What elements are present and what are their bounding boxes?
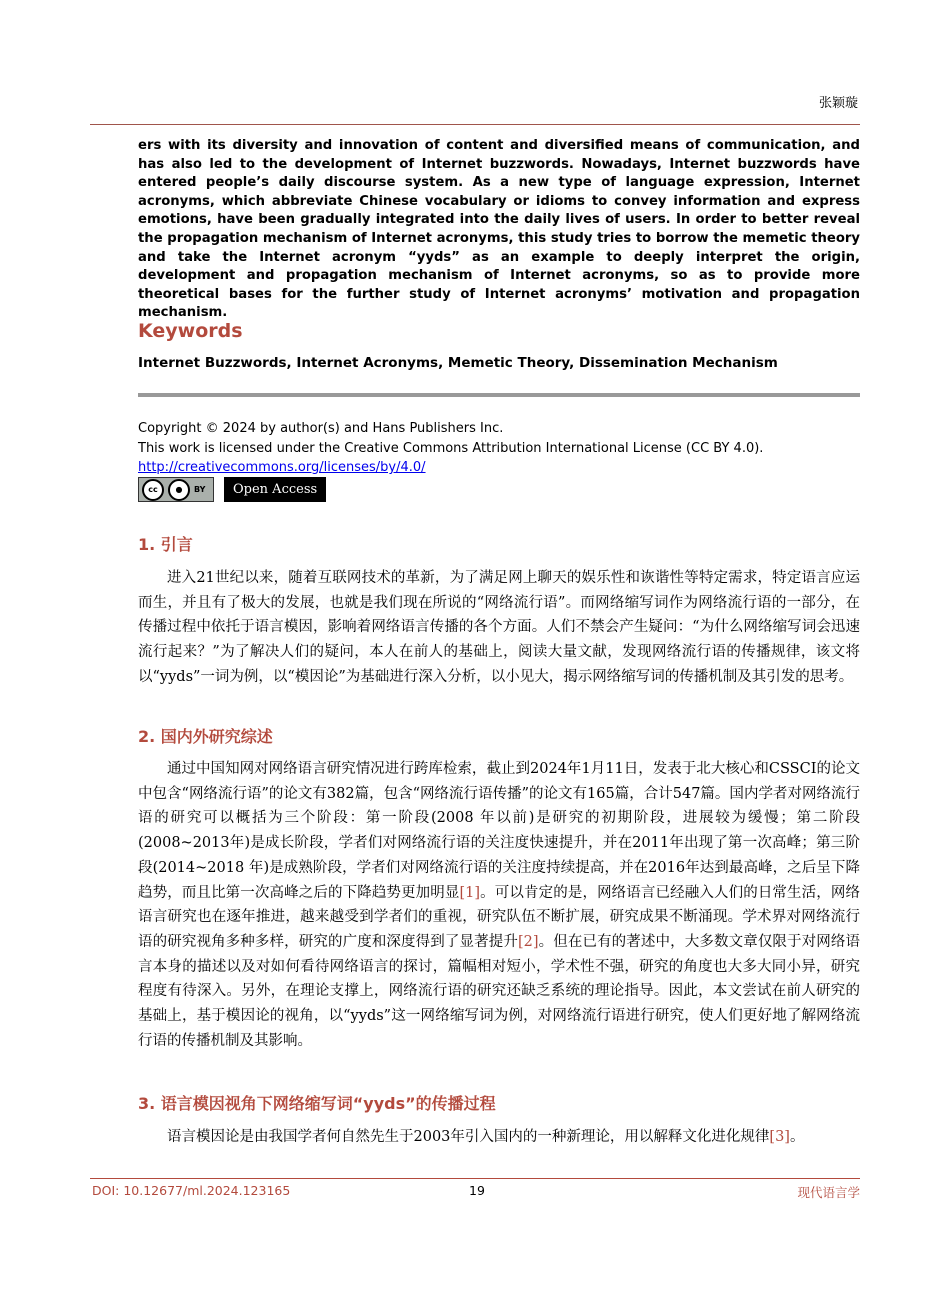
copyright-block	[138, 419, 763, 478]
review-text-a: 通过中国知网对网络语言研究情况进行跨库检索，截止到2024年1月11日，发表于北大核心和CSSCI的论文中包含“网络流行语”的论文有382篇，包含“网络流行语传播”的论文有165篇，合计547篇。国内学者对网络流行语的研究可以概括为三个阶段：第一阶段(2008 年以前)是研究的初期阶段，进展较为缓慢；第二阶段(2008~2013年)是成长阶段，学者们对网络流行语的关注度快速提升，并在2011年出现了第一次高峰；第三阶段(2014~2018 年)是成熟阶段，学者们对网络流行语的关注度持续提高，并在2016年达到最高峰，之后呈下降趋势，而且比第一次高峰之后的下降趋势更加明显	[138, 761, 860, 901]
review-paragraph	[138, 757, 860, 1053]
propagation-text-a: 语言模因论是由我国学者何自然先生于2003年引入国内的一种新理论，用以解释文化进化规律	[167, 1129, 770, 1145]
citation-link-2[interactable]: [2]	[517, 933, 539, 950]
doi-link[interactable]: DOI: 10.12677/ml.2024.123165	[92, 1183, 291, 1198]
by-label: BY	[194, 485, 206, 494]
cc-by-badge[interactable]	[138, 477, 214, 502]
header-divider	[90, 124, 860, 125]
section-heading-review: 2. 国内外研究综述	[138, 727, 273, 746]
section-heading-intro: 1. 引言	[138, 535, 193, 554]
review-text-c: 。但在已有的著述中，大多数文章仅限于对网络语言本身的描述以及对如何看待网络语言的探讨，篇幅相对短小，学术性不强，研究的角度也大多大同小异，研究程度有待深入。另外，在理论支撑上，网络流行语的研究还缺乏系统的理论指导。因此，本文尝试在前人研究的基础上，基于模因论的视角，以“yyds”这一网络缩写词为例，对网络流行语进行研究，使人们更好地了解网络流行语的传播机制及其影响。	[138, 933, 860, 1049]
copyright-line: Copyright © 2024 by author(s) and Hans Publishers Inc.	[138, 421, 504, 436]
keywords-heading: Keywords	[138, 320, 243, 342]
abstract-text: ers with its diversity and innovation of content and diversified means of communication, and has also led to the development of Internet buzzwords. Nowadays, Internet buzzwords have entered people’s daily discourse system. As a new type of language expression, Internet acronyms, which abbreviate Chinese vocabulary or idioms to convey information and express emotions, have been gradually integrated into the daily lives of users. In order to better reveal the propagation mechanism of Internet acronyms, this study tries to borrow the memetic theory and take the Internet acronym “yyds” as an example to deeply interpret the origin, development and propagation mechanism of Internet acronyms, so as to provide more theoretical bases for the further study of Internet acronyms’ motivation and propagation mechanism.	[138, 138, 860, 321]
citation-link-1[interactable]: [1]	[459, 884, 481, 901]
journal-name: 现代语言学	[797, 1185, 860, 1200]
propagation-paragraph	[138, 1125, 860, 1150]
license-line: This work is licensed under the Creative Commons Attribution International License (CC BY 4.0).	[138, 440, 764, 456]
keywords-list: Internet Buzzwords, Internet Acronyms, Memetic Theory, Dissemination Mechanism	[138, 355, 778, 371]
license-badges	[138, 477, 326, 502]
cc-icon: cc	[142, 479, 164, 501]
license-link[interactable]: http://creativecommons.org/licenses/by/4.0/	[138, 460, 426, 475]
open-access-badge[interactable]: Open Access	[224, 477, 326, 502]
citation-link-3[interactable]: [3]	[769, 1129, 790, 1145]
running-header-author: 张颖璇	[818, 96, 858, 111]
person-icon: ●	[168, 479, 190, 501]
section-heading-propagation: 3. 语言模因视角下网络缩写词“yyds”的传播过程	[138, 1094, 496, 1113]
intro-paragraph: 进入21世纪以来，随着互联网技术的革新，为了满足网上聊天的娱乐性和诙谐性等特定需求，特定语言应运而生，并且有了极大的发展，也就是我们现在所说的“网络流行语”。而网络缩写词作为网络流行语的一部分，在传播过程中依托于语言模因，影响着网络语言传播的各个方面。人们不禁会产生疑问：“为什么网络缩写词会迅速流行起来？”为了解决人们的疑问，本人在前人的基础上，阅读大量文献，发现网络流行语的传播规律，该文将以“yyds”一词为例，以“模因论”为基础进行深入分析，以小见大，揭示网络缩写词的传播机制及其引发的思考。	[138, 570, 860, 685]
page-number: 19	[469, 1183, 485, 1198]
review-text-b: 。可以肯定的是，网络语言已经融入人们的日常生活，网络语言研究也在逐年推进，越来越受到学者们的重视，研究队伍不断扩展，研究成果不断涌现。学术界对网络流行语的研究视角多种多样，研究的广度和深度得到了显著提升	[138, 884, 860, 950]
propagation-text-b: 。	[789, 1129, 805, 1145]
footer-divider	[90, 1178, 860, 1179]
section-divider	[138, 393, 860, 397]
